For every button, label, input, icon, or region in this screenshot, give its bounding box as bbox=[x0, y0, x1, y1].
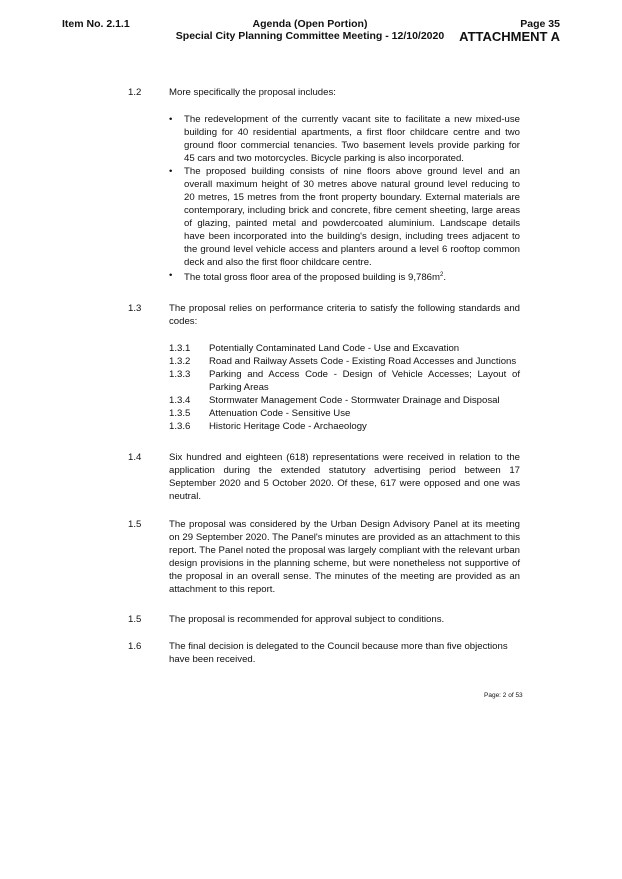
list-item: • The redevelopment of the currently vacant site to facilitate a new mixed-use building for 40 residential apartments, a first floor childcare centre and two ground floor commercial tenancies. Two basement levels provide parking for 45 cars and two motorcycles. Bicycle parking is also incorporated. bbox=[169, 113, 520, 165]
section-1-6 bbox=[128, 640, 520, 666]
section-1-5-panel bbox=[128, 518, 520, 596]
code-text: Stormwater Management Code - Stormwater Drainage and Disposal bbox=[209, 395, 500, 406]
list-item bbox=[169, 368, 520, 394]
code-number: 1.3.2 bbox=[169, 356, 191, 367]
codes-list bbox=[169, 342, 520, 433]
section-1-5-recommendation bbox=[128, 613, 520, 626]
gfa-superscript: 2 bbox=[440, 272, 444, 278]
section-number: 1.6 bbox=[128, 641, 142, 652]
list-item: • The proposed building consists of nine floors above ground level and an overall maximum height of 30 metres above natural ground level reducing to 20 metres, 15 metres from the front property boundary. External materials are contemporary, including brick and concrete, fibre cement sheeting, large areas of glazing, painted metal and powdercoated aluminium. Landscape details have been incorporated into the building's design, including trees adjacent to the ground level vehicle access and planters around a level 6 rooftop common deck and also the first floor childcare centre. bbox=[169, 165, 520, 269]
item-number: Item No. 2.1.1 bbox=[62, 18, 130, 30]
section-text: The proposal relies on performance criteria to satisfy the following standards and codes: bbox=[169, 303, 520, 327]
section-intro: More specifically the proposal includes: bbox=[169, 87, 336, 98]
section-1-2 bbox=[128, 86, 520, 284]
section-number: 1.5 bbox=[128, 614, 142, 625]
page-number: Page 35 bbox=[520, 18, 560, 30]
section-text: The proposal was considered by the Urban Design Advisory Panel at its meeting on 29 September 2020. The Panel's minutes are provided as an attachment to this report. The Panel noted the proposal was largely compliant with the relevant urban design provisions in the planning scheme, but were nonetheless not supportive of the proposal in an overall sense. The minutes of the meeting are provided as an attachment to this report. bbox=[169, 519, 520, 595]
section-number: 1.4 bbox=[128, 452, 142, 463]
list-item bbox=[169, 342, 520, 355]
code-number: 1.3.1 bbox=[169, 343, 191, 354]
code-text: Road and Railway Assets Code - Existing Road Accesses and Junctions bbox=[209, 356, 517, 367]
code-text: Parking and Access Code - Design of Vehicle Accesses; Layout of Parking Areas bbox=[209, 369, 520, 393]
section-text: Six hundred and eighteen (618) representations were received in relation to the application during the extended statutory advertising period between 17 September 2020 and 5 October 2020. Of these, 617 were opposed and one was neutral. bbox=[169, 452, 520, 502]
list-item bbox=[169, 420, 520, 433]
section-text: The final decision is delegated to the Council because more than five objections have been received. bbox=[169, 641, 508, 665]
section-number: 1.3 bbox=[128, 303, 142, 314]
page-footer: Page: 2 of 53 bbox=[484, 692, 523, 699]
code-text: Attenuation Code - Sensitive Use bbox=[209, 408, 351, 419]
code-number: 1.3.4 bbox=[169, 395, 191, 406]
section-text: The proposal is recommended for approval subject to conditions. bbox=[169, 614, 445, 625]
code-number: 1.3.5 bbox=[169, 408, 191, 419]
list-item bbox=[169, 407, 520, 420]
list-item bbox=[169, 355, 520, 368]
list-item bbox=[169, 269, 520, 284]
meeting-title: Special City Planning Committee Meeting - 12/10/2020 bbox=[175, 30, 445, 42]
code-text: Historic Heritage Code - Archaeology bbox=[209, 421, 367, 432]
section-number: 1.2 bbox=[128, 87, 142, 98]
code-number: 1.3.3 bbox=[169, 369, 191, 380]
section-1-4 bbox=[128, 451, 520, 503]
gfa-text: The total gross floor area of the proposed building is 9,786m bbox=[184, 272, 440, 284]
agenda-header bbox=[160, 18, 460, 42]
attachment-label: ATTACHMENT A bbox=[459, 29, 560, 44]
section-number: 1.5 bbox=[128, 519, 142, 530]
list-item bbox=[169, 394, 520, 407]
section-1-3 bbox=[128, 302, 520, 433]
proposal-bullet-list bbox=[169, 113, 520, 284]
agenda-title: Agenda (Open Portion) bbox=[252, 18, 368, 30]
gfa-end: . bbox=[443, 272, 447, 284]
code-text: Potentially Contaminated Land Code - Use and Excavation bbox=[209, 343, 460, 354]
code-number: 1.3.6 bbox=[169, 421, 191, 432]
page-header bbox=[459, 18, 560, 44]
